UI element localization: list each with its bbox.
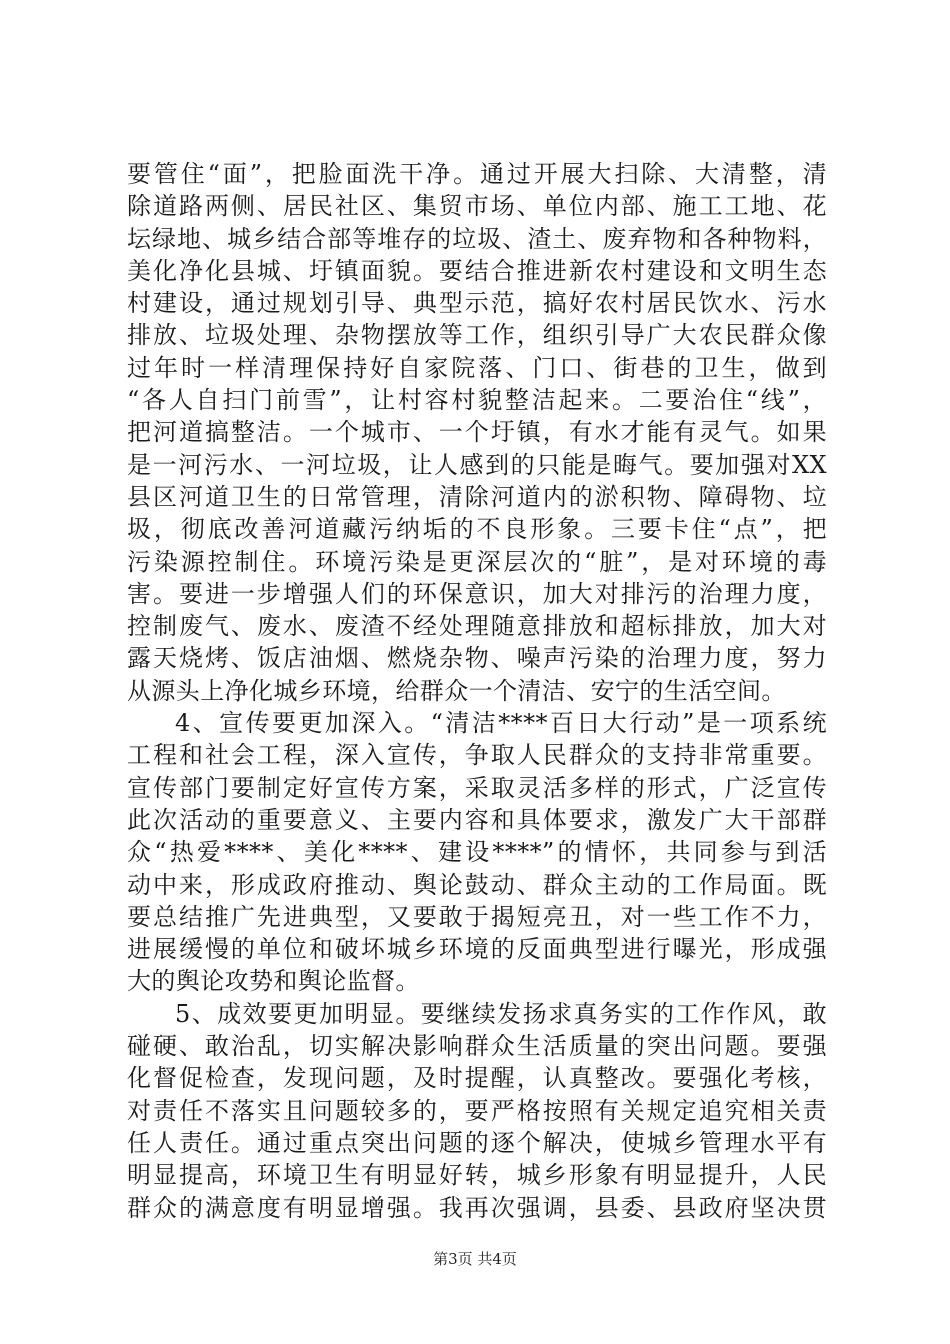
text-line: 任人责任。通过重点突出问题的逐个解决，使城乡管理水平有 [127,1128,827,1157]
body-text [127,158,827,1224]
text-line: 除道路两侧、居民社区、集贸市场、单位内部、施工工地、花 [127,192,827,221]
text-line: 大的舆论攻势和舆论监督。 [127,967,420,996]
text-line: 碰硬、敢治乱，切实解决影响群众生活质量的突出问题。要强 [127,1032,827,1061]
paragraph-4-first-line: 4、宣传要更加深入。“清洁****百日大行动”是一项系统 [175,709,827,738]
text-line: 美化净化县城、圩镇面貌。要结合推进新农村建设和文明生态 [127,256,827,285]
page-number-footer: 第3页 共4页 [433,1250,517,1268]
text-line: 过年时一样清理保持好自家院落、门口、街巷的卫生，做到 [127,353,827,382]
text-line: 明显提高，环境卫生有明显好转，城乡形象有明显提升，人民 [127,1161,827,1190]
text-line: 圾，彻底改善河道藏污纳垢的不良形象。三要卡住“点”，把 [127,515,827,544]
text-line: 害。要进一步增强人们的环保意识，加大对排污的治理力度， [127,579,827,608]
text-line: 从源头上净化城乡环境，给群众一个清洁、安宁的生活空间。 [127,676,786,705]
text-line: “各人自扫门前雪”，让村容村貌整洁起来。二要治住“线”， [127,386,827,415]
text-line: 工程和社会工程，深入宣传，争取人民群众的支持非常重要。 [127,741,827,770]
text-line: 坛绿地、城乡结合部等堆存的垃圾、渣土、废弃物和各种物料， [127,224,827,253]
text-line: 群众的满意度有明显增强。我再次强调，县委、县政府坚决贯 [127,1193,827,1222]
text-line: 控制废气、废水、废渣不经处理随意排放和超标排放，加大对 [127,612,827,641]
text-line: 动中来，形成政府推动、舆论鼓动、群众主动的工作局面。既 [127,870,827,899]
text-line: 此次活动的重要意义、主要内容和具体要求，激发广大干部群 [127,805,827,834]
text-line: 要总结推广先进典型，又要敢于揭短亮丑，对一些工作不力， [127,902,827,931]
text-line: 宣传部门要制定好宣传方案，采取灵活多样的形式，广泛宣传 [127,773,827,802]
text-line: 是一河污水、一河垃圾，让人感到的只能是晦气。要加强对XX [127,450,827,479]
text-line: 村建设，通过规划引导、典型示范，搞好农村居民饮水、污水 [127,289,827,318]
text-line: 对责任不落实且问题较多的，要严格按照有关规定追究相关责 [127,1096,827,1125]
text-line: 把河道搞整洁。一个城市、一个圩镇，有水才能有灵气。如果 [127,418,827,447]
text-line: 进展缓慢的单位和破坏城乡环境的反面典型进行曝光，形成强 [127,935,827,964]
text-line: 县区河道卫生的日常管理，清除河道内的淤积物、障碍物、垃 [127,482,827,511]
text-line: 化督促检查，发现问题，及时提醒，认真整改。要强化考核， [127,1064,827,1093]
text-line: 污染源控制住。环境污染是更深层次的“脏”，是对环境的毒 [127,547,827,576]
text-line: 要管住“面”，把脸面洗干净。通过开展大扫除、大清整，清 [127,160,827,188]
text-line: 众“热爱****、美化****、建设****”的情怀，共同参与到活 [127,838,827,867]
text-line: 露天烧烤、饭店油烟、燃烧杂物、噪声污染的治理力度，努力 [127,644,827,673]
paragraph-5-first-line: 5、成效要更加明显。要继续发扬求真务实的工作作风，敢 [175,999,827,1028]
text-line: 排放、垃圾处理、杂物摆放等工作，组织引导广大农民群众像 [127,321,827,350]
